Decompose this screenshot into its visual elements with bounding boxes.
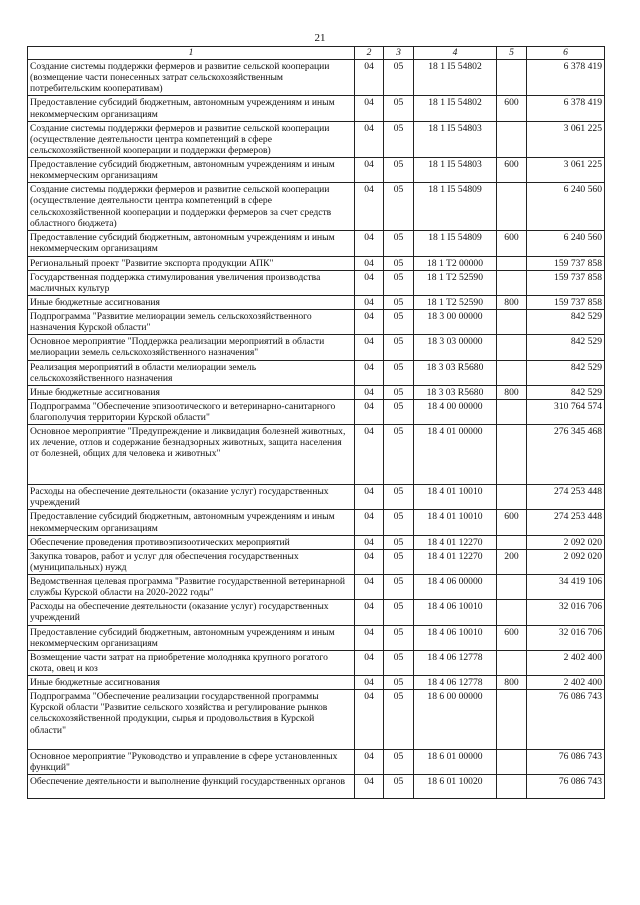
row-target-article: 18 4 01 00000 (414, 425, 497, 485)
row-subsection: 05 (384, 750, 414, 775)
row-subsection: 05 (384, 775, 414, 799)
row-name: Иные бюджетные ассигнования (28, 385, 355, 399)
row-expense-type: 600 (497, 96, 527, 121)
row-expense-type (497, 335, 527, 360)
row-target-article: 18 3 03 R5680 (414, 385, 497, 399)
row-section: 04 (355, 96, 384, 121)
table-row (28, 360, 605, 385)
row-expense-type: 600 (497, 510, 527, 535)
row-amount: 159 737 858 (527, 256, 605, 270)
row-section: 04 (355, 385, 384, 399)
row-name: Иные бюджетные ассигнования (28, 295, 355, 309)
row-name: Предоставление субсидий бюджетным, автономным учреждениям и иным некоммерческим организациям (28, 96, 355, 121)
row-name: Подпрограмма "Обеспечение эпизоотического и ветеринарно-санитарного благополучия территории Курской области" (28, 399, 355, 424)
row-expense-type (497, 485, 527, 510)
row-expense-type (497, 535, 527, 549)
row-target-article: 18 4 00 00000 (414, 399, 497, 424)
row-name: Предоставление субсидий бюджетным, автономным учреждениям и иным некоммерческим организациям (28, 231, 355, 256)
budget-table (27, 46, 605, 799)
row-subsection: 05 (384, 625, 414, 650)
row-expense-type: 600 (497, 158, 527, 183)
row-subsection: 05 (384, 535, 414, 549)
row-expense-type (497, 690, 527, 750)
row-expense-type (497, 60, 527, 96)
row-amount: 6 378 419 (527, 96, 605, 121)
table-row (28, 256, 605, 270)
row-target-article: 18 1 I5 54803 (414, 158, 497, 183)
row-subsection: 05 (384, 690, 414, 750)
table-row (28, 510, 605, 535)
row-subsection: 05 (384, 650, 414, 675)
row-target-article: 18 3 03 00000 (414, 335, 497, 360)
row-target-article: 18 4 01 12270 (414, 549, 497, 574)
row-subsection: 05 (384, 676, 414, 690)
row-section: 04 (355, 231, 384, 256)
table-row (28, 310, 605, 335)
row-expense-type (497, 121, 527, 157)
row-subsection: 05 (384, 600, 414, 625)
row-name: Основное мероприятие "Поддержка реализации мероприятий в области мелиорации земель сельскохозяйственного назначения" (28, 335, 355, 360)
row-target-article: 18 4 06 10010 (414, 625, 497, 650)
row-name: Создание системы поддержки фермеров и развитие сельской кооперации (осуществление деятельности центра компетенций в сфере сельскохозяйственной кооперации и поддержки фермеров за счет средств областного бюджета) (28, 183, 355, 231)
row-section: 04 (355, 485, 384, 510)
row-amount: 842 529 (527, 360, 605, 385)
row-amount: 6 240 560 (527, 231, 605, 256)
row-expense-type (497, 650, 527, 675)
row-subsection: 05 (384, 270, 414, 295)
row-target-article: 18 4 06 12778 (414, 650, 497, 675)
row-target-article: 18 4 06 00000 (414, 575, 497, 600)
row-target-article: 18 1 T2 52590 (414, 295, 497, 309)
table-row (28, 335, 605, 360)
row-name: Иные бюджетные ассигнования (28, 676, 355, 690)
table-row (28, 399, 605, 424)
row-section: 04 (355, 600, 384, 625)
row-section: 04 (355, 549, 384, 574)
page-number: 21 (314, 32, 326, 44)
row-expense-type (497, 600, 527, 625)
row-subsection: 05 (384, 575, 414, 600)
row-name: Подпрограмма "Обеспечение реализации государственной программы Курской области "Развитие сельского хозяйства и регулирование рынков сельскохозяйственной продукции, сырья и продовольствия в Курской области" (28, 690, 355, 750)
row-name: Государственная поддержка стимулирования увеличения производства масличных культур (28, 270, 355, 295)
row-name: Обеспечение проведения противоэпизоотических мероприятий (28, 535, 355, 549)
row-section: 04 (355, 335, 384, 360)
row-section: 04 (355, 425, 384, 485)
row-section: 04 (355, 650, 384, 675)
row-section: 04 (355, 158, 384, 183)
row-target-article: 18 1 T2 52590 (414, 270, 497, 295)
row-subsection: 05 (384, 295, 414, 309)
row-expense-type (497, 256, 527, 270)
row-section: 04 (355, 625, 384, 650)
row-expense-type: 800 (497, 385, 527, 399)
row-name: Основное мероприятие "Руководство и управление в сфере установленных функций" (28, 750, 355, 775)
row-name: Предоставление субсидий бюджетным, автономным учреждениям и иным некоммерческим организациям (28, 158, 355, 183)
row-section: 04 (355, 256, 384, 270)
row-subsection: 05 (384, 510, 414, 535)
row-target-article: 18 4 01 10010 (414, 485, 497, 510)
table-row (28, 600, 605, 625)
row-amount: 842 529 (527, 385, 605, 399)
row-expense-type (497, 775, 527, 799)
row-target-article: 18 1 I5 54802 (414, 60, 497, 96)
row-target-article: 18 1 I5 54802 (414, 96, 497, 121)
table-row (28, 385, 605, 399)
row-section: 04 (355, 690, 384, 750)
row-section: 04 (355, 399, 384, 424)
row-subsection: 05 (384, 425, 414, 485)
row-expense-type (497, 183, 527, 231)
row-amount: 76 086 743 (527, 750, 605, 775)
row-expense-type: 800 (497, 295, 527, 309)
row-amount: 76 086 743 (527, 775, 605, 799)
row-target-article: 18 3 00 00000 (414, 310, 497, 335)
row-subsection: 05 (384, 183, 414, 231)
row-section: 04 (355, 270, 384, 295)
row-target-article: 18 3 03 R5680 (414, 360, 497, 385)
row-section: 04 (355, 183, 384, 231)
row-subsection: 05 (384, 121, 414, 157)
header-col-3: 3 (384, 47, 414, 60)
row-name: Расходы на обеспечение деятельности (оказание услуг) государственных учреждений (28, 600, 355, 625)
row-target-article: 18 6 01 10020 (414, 775, 497, 799)
row-section: 04 (355, 575, 384, 600)
row-section: 04 (355, 510, 384, 535)
row-name: Подпрограмма "Развитие мелиорации земель сельскохозяйственного назначения Курской области" (28, 310, 355, 335)
row-section: 04 (355, 121, 384, 157)
table-row (28, 549, 605, 574)
row-section: 04 (355, 750, 384, 775)
row-subsection: 05 (384, 256, 414, 270)
row-target-article: 18 4 06 10010 (414, 600, 497, 625)
header-col-2: 2 (355, 47, 384, 60)
table-row (28, 650, 605, 675)
row-target-article: 18 4 01 12270 (414, 535, 497, 549)
row-subsection: 05 (384, 231, 414, 256)
table-row (28, 750, 605, 775)
row-name: Предоставление субсидий бюджетным, автономным учреждениям и иным некоммерческим организациям (28, 625, 355, 650)
row-expense-type (497, 575, 527, 600)
row-name: Закупка товаров, работ и услуг для обеспечения государственных (муниципальных) нужд (28, 549, 355, 574)
table-row (28, 96, 605, 121)
row-target-article: 18 4 06 12778 (414, 676, 497, 690)
header-col-6: 6 (527, 47, 605, 60)
row-name: Ведомственная целевая программа "Развитие государственной ветеринарной службы Курской области на 2020-2022 годы" (28, 575, 355, 600)
row-section: 04 (355, 60, 384, 96)
row-target-article: 18 1 I5 54809 (414, 183, 497, 231)
table-row (28, 270, 605, 295)
row-name: Региональный проект "Развитие экспорта продукции АПК" (28, 256, 355, 270)
table-row (28, 183, 605, 231)
table-row (28, 485, 605, 510)
header-col-4: 4 (414, 47, 497, 60)
row-expense-type (497, 360, 527, 385)
row-section: 04 (355, 535, 384, 549)
row-amount: 2 092 020 (527, 535, 605, 549)
row-expense-type: 800 (497, 676, 527, 690)
row-expense-type: 600 (497, 625, 527, 650)
table-row (28, 231, 605, 256)
row-target-article: 18 1 I5 54803 (414, 121, 497, 157)
row-name: Реализация мероприятий в области мелиорации земель сельскохозяйственного назначения (28, 360, 355, 385)
row-subsection: 05 (384, 549, 414, 574)
row-subsection: 05 (384, 385, 414, 399)
row-amount: 276 345 468 (527, 425, 605, 485)
row-expense-type: 200 (497, 549, 527, 574)
table-row (28, 295, 605, 309)
row-section: 04 (355, 676, 384, 690)
row-expense-type (497, 310, 527, 335)
row-target-article: 18 6 00 00000 (414, 690, 497, 750)
row-amount: 842 529 (527, 335, 605, 360)
row-expense-type (497, 270, 527, 295)
table-row (28, 676, 605, 690)
row-subsection: 05 (384, 158, 414, 183)
row-target-article: 18 4 01 10010 (414, 510, 497, 535)
row-amount: 6 378 419 (527, 60, 605, 96)
header-col-1: 1 (28, 47, 355, 60)
row-name: Предоставление субсидий бюджетным, автономным учреждениям и иным некоммерческим организациям (28, 510, 355, 535)
row-amount: 3 061 225 (527, 121, 605, 157)
row-subsection: 05 (384, 310, 414, 335)
row-target-article: 18 6 01 00000 (414, 750, 497, 775)
table-row (28, 60, 605, 96)
row-subsection: 05 (384, 60, 414, 96)
row-subsection: 05 (384, 360, 414, 385)
row-name: Обеспечение деятельности и выполнение функций государственных органов (28, 775, 355, 799)
row-amount: 32 016 706 (527, 600, 605, 625)
row-section: 04 (355, 775, 384, 799)
row-amount: 76 086 743 (527, 690, 605, 750)
row-amount: 32 016 706 (527, 625, 605, 650)
row-amount: 34 419 106 (527, 575, 605, 600)
header-row (28, 47, 605, 60)
table-row (28, 158, 605, 183)
table-row (28, 121, 605, 157)
row-amount: 6 240 560 (527, 183, 605, 231)
row-name: Возмещение части затрат на приобретение молодняка крупного рогатого скота, овец и коз (28, 650, 355, 675)
row-amount: 3 061 225 (527, 158, 605, 183)
table-row (28, 775, 605, 799)
row-expense-type: 600 (497, 231, 527, 256)
row-target-article: 18 1 T2 00000 (414, 256, 497, 270)
row-expense-type (497, 399, 527, 424)
row-section: 04 (355, 360, 384, 385)
row-name: Создание системы поддержки фермеров и развитие сельской кооперации (возмещение части понесенных затрат сельскохозяйственным потребительским кооперативам) (28, 60, 355, 96)
table-row (28, 625, 605, 650)
row-name: Расходы на обеспечение деятельности (оказание услуг) государственных учреждений (28, 485, 355, 510)
table-row (28, 425, 605, 485)
row-name: Основное мероприятие "Предупреждение и ликвидация болезней животных, их лечение, отлов и содержание безнадзорных животных, защита населения от болезней, общих для человека и животных" (28, 425, 355, 485)
row-name: Создание системы поддержки фермеров и развитие сельской кооперации (осуществление деятельности центра компетенций в сфере сельскохозяйственной кооперации и поддержки фермеров) (28, 121, 355, 157)
row-section: 04 (355, 310, 384, 335)
table-row (28, 690, 605, 750)
row-amount: 310 764 574 (527, 399, 605, 424)
row-expense-type (497, 425, 527, 485)
row-subsection: 05 (384, 335, 414, 360)
table-row (28, 575, 605, 600)
row-expense-type (497, 750, 527, 775)
row-subsection: 05 (384, 399, 414, 424)
row-subsection: 05 (384, 485, 414, 510)
row-amount: 2 092 020 (527, 549, 605, 574)
row-amount: 842 529 (527, 310, 605, 335)
header-col-5: 5 (497, 47, 527, 60)
row-amount: 159 737 858 (527, 295, 605, 309)
row-subsection: 05 (384, 96, 414, 121)
row-section: 04 (355, 295, 384, 309)
row-amount: 274 253 448 (527, 510, 605, 535)
row-target-article: 18 1 I5 54809 (414, 231, 497, 256)
row-amount: 274 253 448 (527, 485, 605, 510)
row-amount: 159 737 858 (527, 270, 605, 295)
row-amount: 2 402 400 (527, 676, 605, 690)
table-row (28, 535, 605, 549)
row-amount: 2 402 400 (527, 650, 605, 675)
